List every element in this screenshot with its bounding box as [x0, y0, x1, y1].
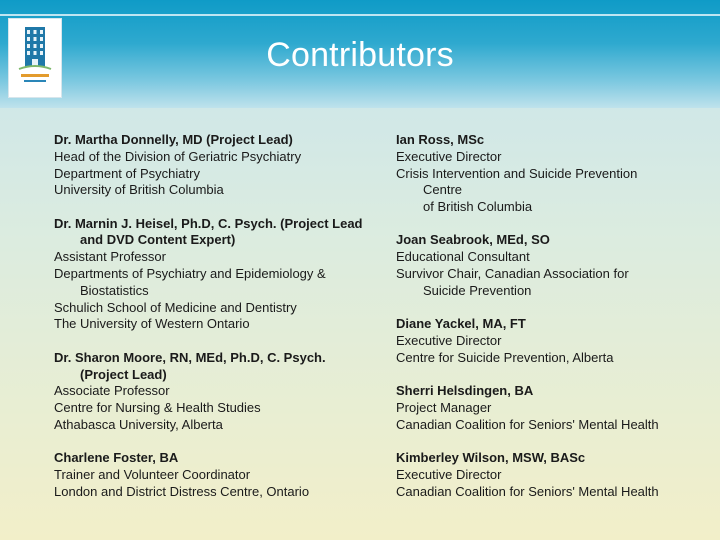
contributor-name: Dr. Marnin J. Heisel, Ph.D, C. Psych. (Project Lead: [54, 215, 363, 231]
contributor-detail: London and District Distress Centre, Ontario: [54, 483, 310, 499]
contributor-detail: Departments of Psychiatry and Epidemiology &: [54, 266, 326, 282]
contributor-name-continued: (Project Lead): [80, 366, 167, 382]
contributor-name: Dr. Sharon Moore, RN, MEd, Ph.D, C. Psych.: [54, 349, 326, 365]
contributor-detail: Crisis Intervention and Suicide Prevention: [396, 165, 638, 181]
contributor-entry: [54, 216, 394, 334]
contributor-name: Sherri Helsdingen, BA: [396, 383, 534, 399]
contributor-name: Kimberley Wilson, MSW, BASc: [396, 449, 586, 465]
contributor-detail: Department of Psychiatry: [54, 165, 200, 181]
contributor-detail-continued: Biostatistics: [80, 282, 149, 298]
contributor-detail: Centre for Nursing & Health Studies: [54, 400, 261, 416]
contributor-entry: [396, 232, 696, 299]
contributor-detail: Athabasca University, Alberta: [54, 416, 223, 432]
left-contributors-column: [54, 132, 394, 517]
contributor-name: Joan Seabrook, MEd, SO: [396, 232, 550, 248]
contributor-entry: [396, 450, 696, 500]
contributor-detail: Survivor Chair, Canadian Association for: [396, 266, 629, 282]
header-rule: [0, 14, 720, 16]
contributor-detail-continued: Centre: [423, 182, 463, 198]
contributor-entry: [396, 132, 696, 216]
contributor-detail: Educational Consultant: [396, 249, 530, 265]
contributor-name-continued: and DVD Content Expert): [80, 232, 236, 248]
contributor-detail: Canadian Coalition for Seniors' Mental Health: [396, 483, 659, 499]
contributor-entry: [54, 350, 394, 434]
contributor-detail: Assistant Professor: [54, 249, 166, 265]
contributor-detail: Executive Director: [396, 466, 502, 482]
contributor-name: Diane Yackel, MA, FT: [396, 316, 526, 332]
contributor-entry: [54, 450, 394, 500]
contributor-entry: [54, 132, 394, 199]
contributor-detail: Executive Director: [396, 148, 502, 164]
contributor-detail: University of British Columbia: [54, 182, 224, 198]
contributor-name: Dr. Martha Donnelly, MD (Project Lead): [54, 132, 293, 147]
contributor-detail: Executive Director: [396, 332, 502, 348]
right-contributors-column: [396, 132, 696, 517]
contributor-detail: Project Manager: [396, 399, 492, 415]
contributor-entry: [396, 316, 696, 366]
contributor-detail: Canadian Coalition for Seniors' Mental Health: [396, 416, 659, 432]
page-title: Contributors: [266, 36, 454, 74]
contributor-detail: Associate Professor: [54, 383, 170, 399]
contributor-detail: Head of the Division of Geriatric Psychiatry: [54, 148, 302, 164]
contributor-name: Ian Ross, MSc: [396, 132, 485, 147]
contributor-detail: Schulich School of Medicine and Dentistry: [54, 299, 297, 315]
contributor-detail: The University of Western Ontario: [54, 316, 250, 332]
contributor-detail: Centre for Suicide Prevention, Alberta: [396, 349, 614, 365]
contributor-entry: [396, 383, 696, 433]
header-band: [0, 0, 720, 108]
contributor-detail: Trainer and Volunteer Coordinator: [54, 467, 251, 483]
contributor-name: Charlene Foster, BA: [54, 450, 179, 466]
contributor-detail-continued: of British Columbia: [423, 199, 533, 215]
contributor-detail-continued: Suicide Prevention: [423, 282, 532, 298]
